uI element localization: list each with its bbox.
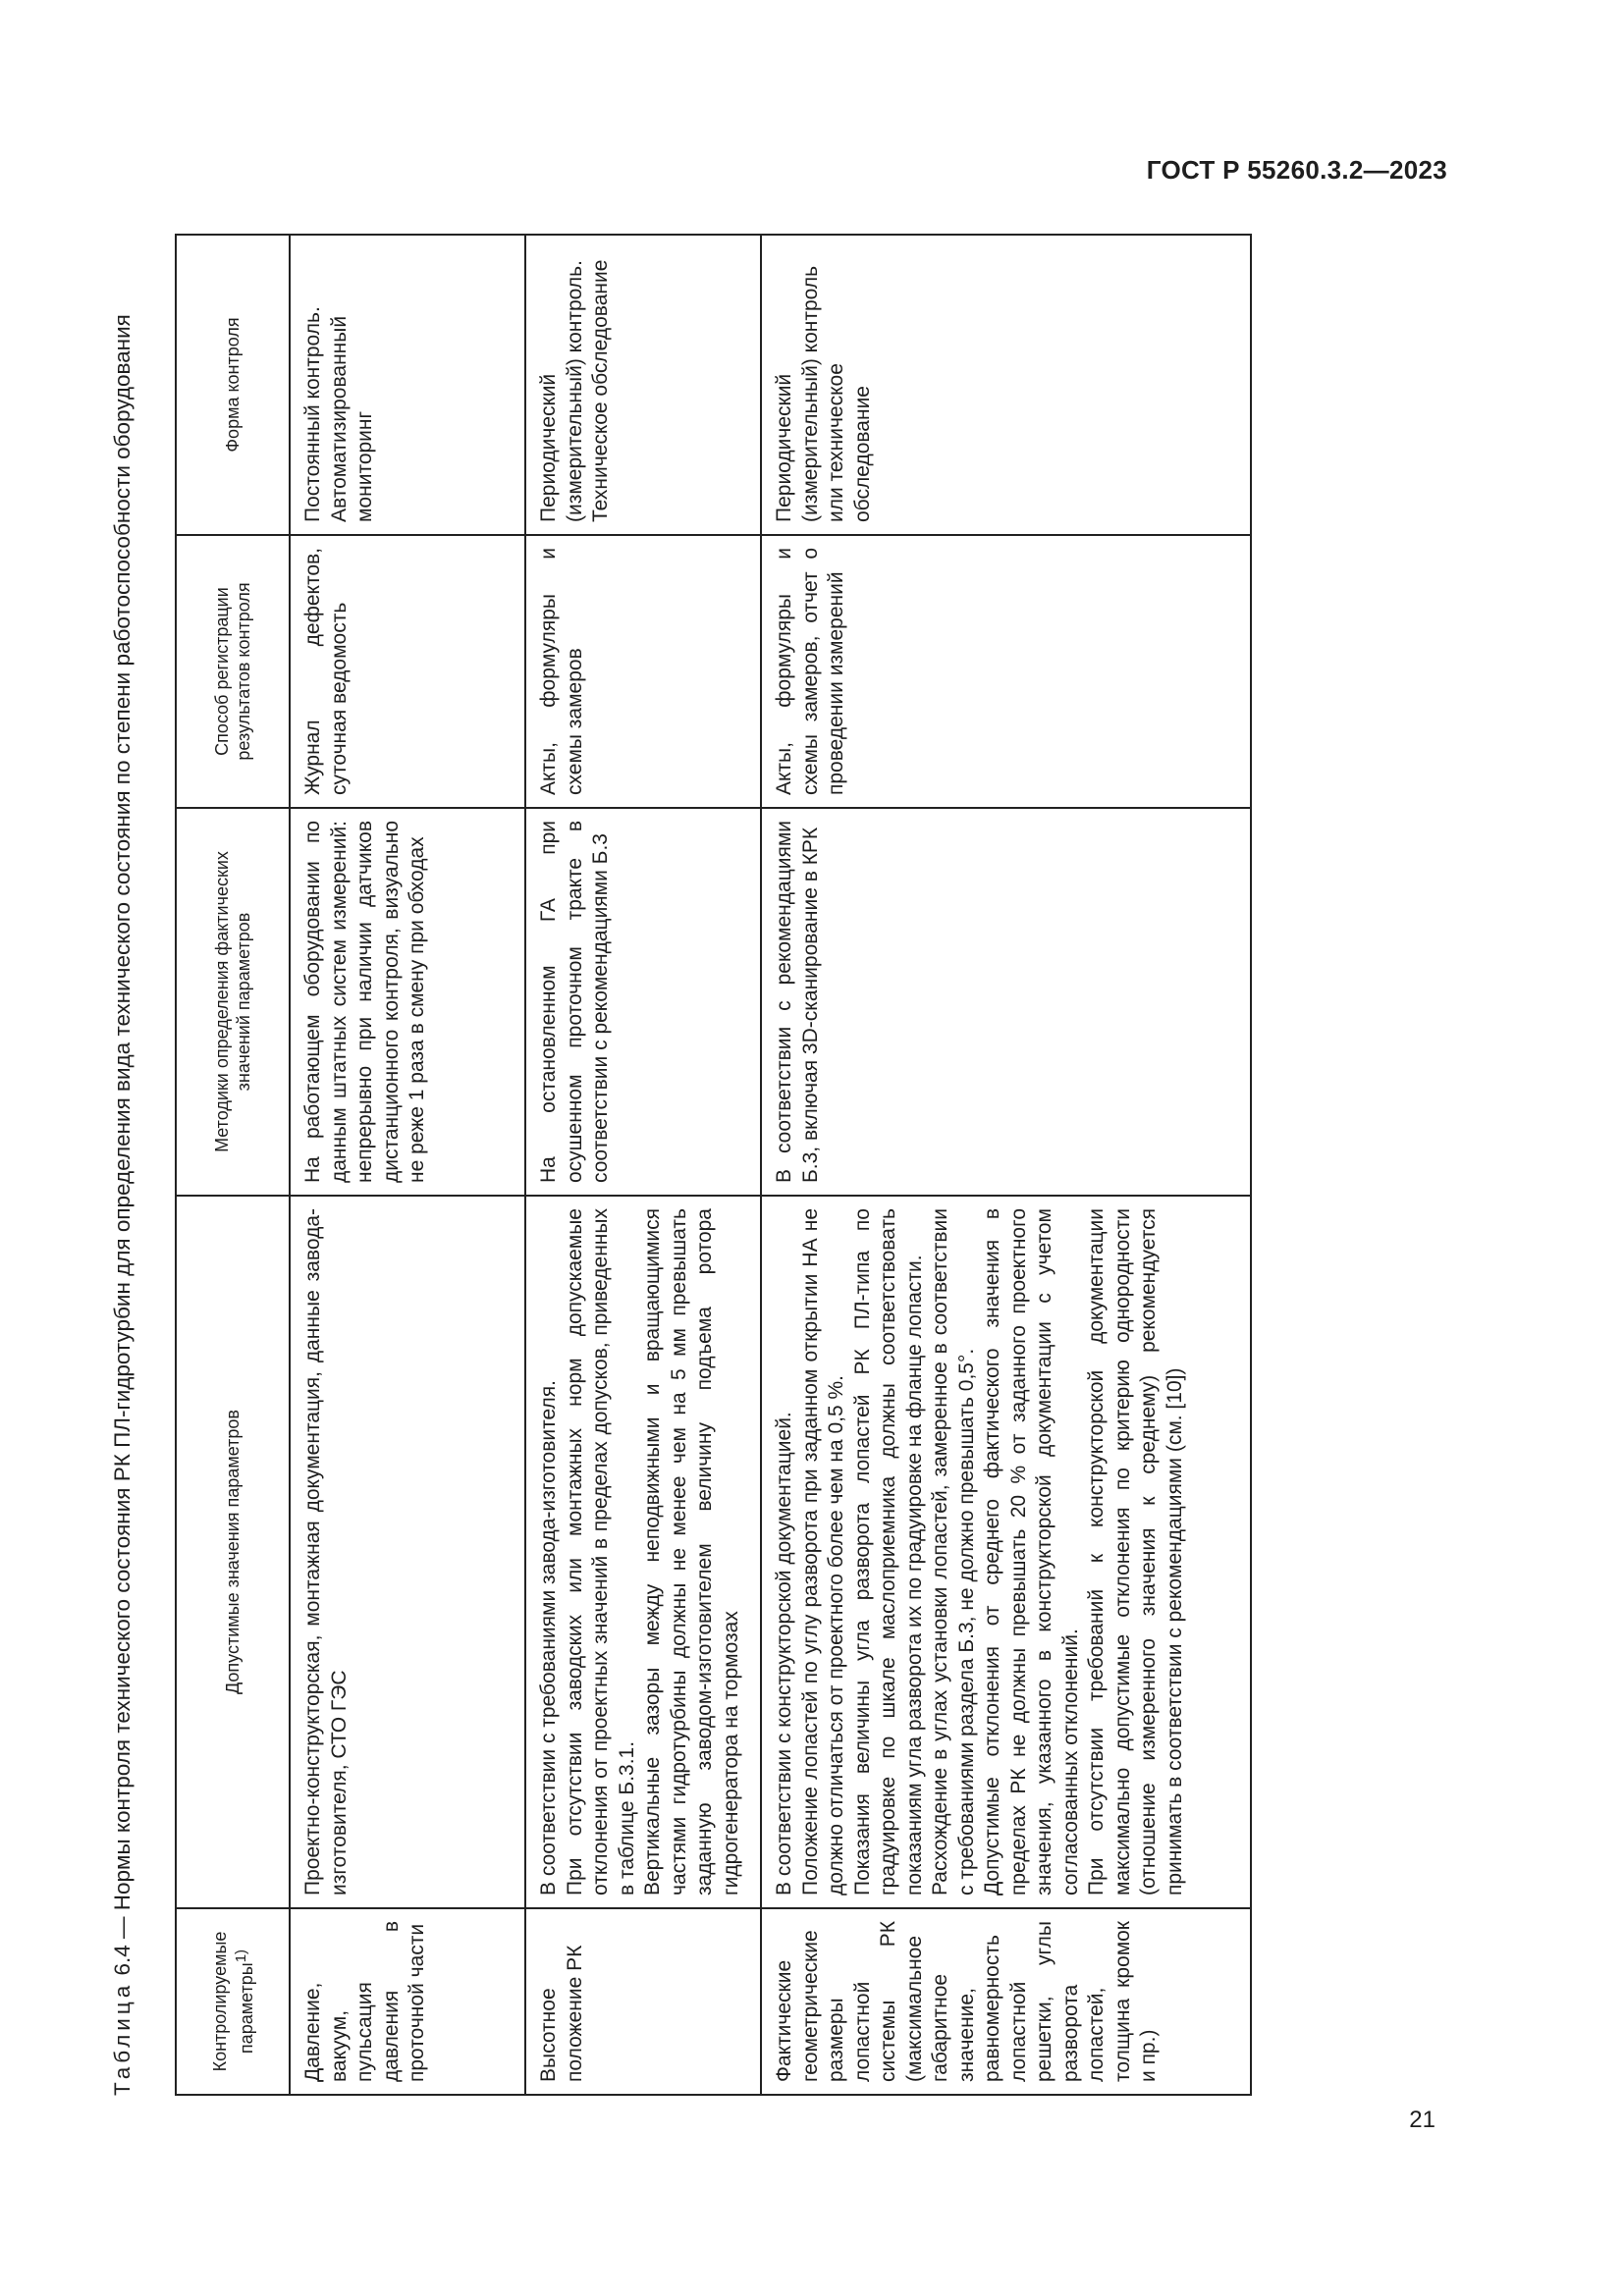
header-allowed: Допустимые значения параметров — [176, 1196, 290, 1908]
header-param — [176, 1908, 290, 2095]
header-param-footnote: 1) — [232, 1949, 249, 1963]
cell-form: Периодический (измерительный) контроль или техническое обследование — [761, 235, 1251, 535]
cell-methods: На работающем оборудовании по данным штатных систем измерений: непрерывно при наличии датчиков дистанционного контроля, визуально не реже 1 раза в смену при обходах — [290, 808, 525, 1196]
table-caption-text: 6.4 — Нормы контроля технического состояния РК ПЛ-гидротурбин для определения вида технического состояния по степени работоспособности оборудования — [110, 314, 135, 1982]
cell-methods: В соответствии с рекомендациями Б.3, включая 3D-сканирование в КРК — [761, 808, 1251, 1196]
allowed-line: При отсутствии заводских или монтажных норм допускаемые отклонения от проектных значений в пределах допусков, приведенных в таблице Б.3.1. — [563, 1208, 638, 1896]
table-row — [290, 235, 525, 2095]
page-number: 21 — [1409, 2107, 1435, 2133]
allowed-line: Вертикальные зазоры между неподвижными и вращающимися частями гидротурбины должны не менее чем на 5 мм превышать заданную заводом-изготовителем величину подъема ротора гидрогенератора на тормозах — [641, 1208, 742, 1896]
allowed-line: В соответствии с конструкторской документацией. — [773, 1412, 795, 1896]
cell-allowed — [290, 1196, 525, 1908]
header-registration: Способ регистрации результатов контроля — [176, 535, 290, 808]
header-form: Форма контроля — [176, 235, 290, 535]
cell-registration: Акты, формуляры и схемы замеров — [525, 535, 761, 808]
cell-form: Периодический (измерительный) контроль. Техническое обследование — [525, 235, 761, 535]
cell-registration: Журнал дефектов, суточная ведомость — [290, 535, 525, 808]
table-row — [761, 235, 1251, 2095]
cell-allowed — [525, 1196, 761, 1908]
header-methods: Методики определения фактических значений параметров — [176, 808, 290, 1196]
allowed-line: Положение лопастей по углу разворота при заданном открытии НА не должно отличаться от проектного более чем на 0,5 %. — [798, 1208, 847, 1896]
table-header-row — [176, 235, 290, 2095]
table-caption — [108, 236, 137, 2096]
cell-allowed — [761, 1196, 1251, 1908]
allowed-line: Допустимые отклонения от среднего фактического значения в пределах РК не должны превышать 20 % от заданного проектного значения, указанного в конструкторской документации с учетом согласованных отклонений. — [981, 1208, 1082, 1896]
table-caption-label: Таблица — [110, 1981, 135, 2096]
allowed-line: Проектно-конструкторская, монтажная документация, данные завода-изготовителя, СТО ГЭС — [301, 1208, 351, 1896]
allowed-line: Показания величины угла разворота лопастей РК ПЛ-типа по градуировке по шкале маслоприемника должны соответствовать показаниям угла разворота их по градуировке на фланце лопасти. — [850, 1208, 926, 1896]
cell-param: Давление, вакуум, пульсация давления в проточной части — [290, 1908, 525, 2095]
allowed-line: При отсутствии требований к конструкторской документации максимально допустимые отклонения по критерию однородности (отношение измеренного значения к среднему) рекомендуется принимать в соответствии с рекомендациями (см. [10]) — [1085, 1208, 1186, 1896]
cell-registration: Акты, формуляры и схемы замеров, отчет о проведении измерений — [761, 535, 1251, 808]
allowed-line: В соответствии с требованиями завода-изготовителя. — [537, 1380, 560, 1896]
cell-methods: На остановленном ГА при осушенном проточном тракте в соответствии с рекомендациями Б.3 — [525, 808, 761, 1196]
document-code: ГОСТ Р 55260.3.2—2023 — [1146, 155, 1447, 185]
norms-table — [175, 234, 1252, 2096]
rotated-table-block — [108, 236, 1267, 2096]
header-param-text: Контролируемые параметры — [209, 1931, 256, 2072]
table-row — [525, 235, 761, 2095]
cell-form: Постоянный контроль. Автоматизированный мониторинг — [290, 235, 525, 535]
cell-param: Фактические геометрические размеры лопастной системы РК (максимальное габаритное значение, равномерность лопастной решетки, углы разворота лопастей, толщина кромок и пр.) — [761, 1908, 1251, 2095]
cell-param: Высотное положение РК — [525, 1908, 761, 2095]
allowed-line: Расхождение в углах установки лопастей, замеренное в соответствии с требованиями раздела Б.3, не должно превышать 0,5°. — [929, 1208, 978, 1896]
